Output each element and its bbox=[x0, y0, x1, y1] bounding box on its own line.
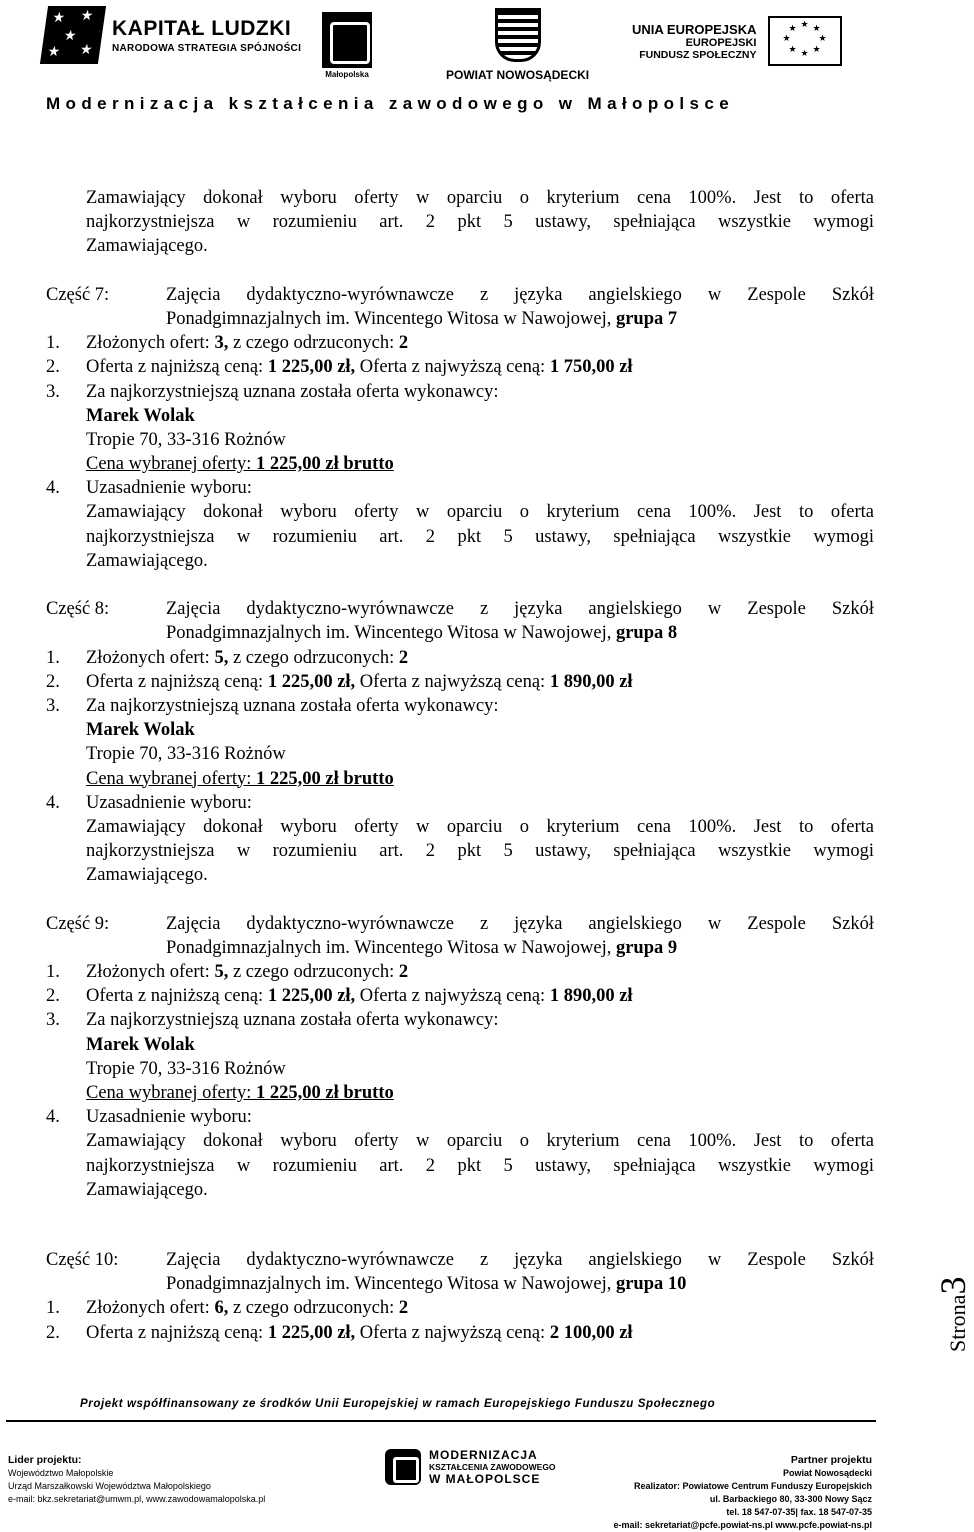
reason-line: najkorzystniejsza w rozumieniu art. 2 pkt 5 ustawy, spełniająca wszystkie wymogi bbox=[86, 1155, 874, 1176]
powiat-label: POWIAT NOWOSĄDECKI bbox=[446, 68, 590, 82]
reason-line: najkorzystniejsza w rozumieniu art. 2 pkt 5 ustawy, spełniająca wszystkie wymogi bbox=[86, 841, 874, 862]
malopolska-logo bbox=[322, 12, 372, 79]
leader-line: Urząd Marszałkowski Województwa Małopolskiego bbox=[8, 1481, 211, 1491]
winner-name: Marek Wolak bbox=[86, 1034, 195, 1055]
winner-name: Marek Wolak bbox=[86, 720, 195, 741]
reason-line: Zamawiającego. bbox=[86, 1179, 208, 1200]
part-label: Część 10: bbox=[46, 1250, 119, 1271]
part-title-line: Ponadgimnazjalnych im. Wincentego Witosa w Nawojowej, grupa 8 bbox=[166, 623, 678, 644]
reason-line: najkorzystniejsza w rozumieniu art. 2 pkt 5 ustawy, spełniająca wszystkie wymogi bbox=[86, 526, 874, 547]
part-section bbox=[46, 1248, 874, 1345]
part-title-line: Zajęcia dydaktyczno-wyrównawcze z języka angielskiego w Zespole Szkół bbox=[166, 1250, 874, 1271]
reason-line: Zamawiający dokonał wyboru oferty w oparciu o kryterium cena 100%. Jest to oferta bbox=[86, 816, 874, 837]
justification-line: najkorzystniejsza w rozumieniu art. 2 pkt 5 ustawy, spełniająca wszystkie wymogi bbox=[86, 212, 874, 233]
footer-project-leader bbox=[8, 1454, 265, 1506]
modernizacja-emblem-icon bbox=[385, 1449, 421, 1485]
eu-flag-icon: ★ ★ ★ ★ ★ ★ ★ ★ bbox=[768, 16, 842, 66]
winner-address: Tropie 70, 33-316 Rożnów bbox=[86, 1058, 286, 1079]
partner-line: Realizator: Powiatowe Centrum Funduszy Europejskich bbox=[633, 1481, 872, 1491]
reason-label-line: 4. Uzasadnienie wyboru: bbox=[46, 792, 252, 813]
selected-price: Cena wybranej oferty: 1 225,00 zł brutto bbox=[86, 1082, 394, 1103]
partner-heading: Partner projektu bbox=[790, 1454, 872, 1466]
selected-price: Cena wybranej oferty: 1 225,00 zł brutto bbox=[86, 768, 394, 789]
part-section bbox=[46, 283, 874, 573]
partner-line: ul. Barbackiego 80, 33-300 Nowy Sącz bbox=[709, 1494, 872, 1504]
partner-line: tel. 18 547-07-35| fax. 18 547-07-35 bbox=[726, 1507, 872, 1517]
footer-cofinancing-note: Projekt współfinansowany ze środków Unii Europejskiej w ramach Europejskiego Funduszu Społecznego bbox=[80, 1398, 716, 1410]
winner-name: Marek Wolak bbox=[86, 405, 195, 426]
kapital-ludzki-logo bbox=[44, 6, 301, 64]
offers-count-line: 1. Złożonych ofert: 3, z czego odrzuconych: 2 bbox=[46, 333, 409, 354]
malopolska-label: Małopolska bbox=[325, 70, 369, 79]
eu-fund-label-1: EUROPEJSKI bbox=[685, 36, 757, 49]
document-body bbox=[46, 186, 874, 1345]
price-range-line: 2. Oferta z najniższą ceną: 1 225,00 zł, Oferta z najwyższą ceną: 1 890,00 zł bbox=[46, 986, 633, 1007]
winner-label-line: 3. Za najkorzystniejszą uznana została oferta wykonawcy: bbox=[46, 381, 499, 402]
part-title-line: Zajęcia dydaktyczno-wyrównawcze z języka angielskiego w Zespole Szkół bbox=[166, 913, 874, 934]
footer-modernizacja-logo: MODERNIZACJA KSZTAŁCENIA ZAWODOWEGO W MAŁOPOLSCE bbox=[385, 1448, 556, 1486]
part-label: Część 8: bbox=[46, 599, 110, 620]
reason-label-line: 4. Uzasadnienie wyboru: bbox=[46, 1107, 252, 1128]
part-title-line: Ponadgimnazjalnych im. Wincentego Witosa w Nawojowej, grupa 9 bbox=[166, 937, 678, 958]
selected-price: Cena wybranej oferty: 1 225,00 zł brutto bbox=[86, 454, 394, 475]
eu-label: UNIA EUROPEJSKA bbox=[632, 21, 757, 37]
justification-line: Zamawiającego. bbox=[86, 236, 208, 257]
eu-logo bbox=[632, 16, 842, 66]
part-title-line: Ponadgimnazjalnych im. Wincentego Witosa w Nawojowej, grupa 10 bbox=[166, 1274, 687, 1295]
project-title: Modernizacja kształcenia zawodowego w Małopolsce bbox=[46, 94, 735, 113]
justification-line: Zamawiający dokonał wyboru oferty w oparciu o kryterium cena 100%. Jest to oferta bbox=[86, 188, 874, 208]
reason-line: Zamawiającego. bbox=[86, 865, 208, 886]
kapital-ludzki-emblem-icon: ★ ★ ★ ★ ★ bbox=[40, 6, 106, 64]
price-range-line: 2. Oferta z najniższą ceną: 1 225,00 zł, Oferta z najwyższą ceną: 1 750,00 zł bbox=[46, 357, 633, 378]
kapital-ludzki-title: KAPITAŁ LUDZKI bbox=[112, 16, 292, 40]
malopolska-emblem-icon bbox=[322, 12, 372, 68]
reason-line: Zamawiający dokonał wyboru oferty w oparciu o kryterium cena 100%. Jest to oferta bbox=[86, 1131, 874, 1152]
leader-line: Województwo Małopolskie bbox=[8, 1468, 114, 1478]
eu-fund-label-2: FUNDUSZ SPOŁECZNY bbox=[639, 48, 757, 61]
reason-label-line: 4. Uzasadnienie wyboru: bbox=[46, 478, 252, 499]
part-title-line: Zajęcia dydaktyczno-wyrównawcze z języka angielskiego w Zespole Szkół bbox=[166, 284, 874, 305]
leader-heading: Lider projektu: bbox=[8, 1454, 82, 1466]
reason-line: Zamawiający dokonał wyboru oferty w oparciu o kryterium cena 100%. Jest to oferta bbox=[86, 502, 874, 523]
part-section bbox=[46, 597, 874, 887]
winner-label-line: 3. Za najkorzystniejszą uznana została oferta wykonawcy: bbox=[46, 695, 499, 716]
partner-contact: e-mail: sekretariat@pcfe.powiat-ns.pl www.pcfe.powiat-ns.pl bbox=[613, 1520, 872, 1530]
price-range-line: 2. Oferta z najniższą ceną: 1 225,00 zł, Oferta z najwyższą ceną: 1 890,00 zł bbox=[46, 671, 633, 692]
document-header bbox=[0, 0, 960, 130]
winner-address: Tropie 70, 33-316 Rożnów bbox=[86, 429, 286, 450]
leader-contact: e-mail: bkz.sekretariat@umwm.pl, www.zawodowamalopolska.pl bbox=[8, 1494, 266, 1504]
footer-project-partner bbox=[614, 1454, 873, 1532]
top-justification bbox=[46, 186, 874, 259]
footer-divider bbox=[6, 1420, 876, 1422]
reason-line: Zamawiającego. bbox=[86, 550, 208, 571]
group-label: grupa 7 bbox=[615, 308, 678, 329]
offers-count-line: 1. Złożonych ofert: 5, z czego odrzuconych: 2 bbox=[46, 962, 409, 982]
part-label: Część 9: bbox=[46, 913, 110, 934]
kapital-ludzki-subtitle: NARODOWA STRATEGIA SPÓJNOŚCI bbox=[112, 42, 302, 54]
group-label: grupa 8 bbox=[615, 623, 678, 644]
page-number: Strona3 bbox=[933, 1276, 973, 1352]
part-title-line: Zajęcia dydaktyczno-wyrównawcze z języka angielskiego w Zespole Szkół bbox=[166, 599, 874, 620]
powiat-nowosadecki-logo bbox=[446, 8, 589, 82]
group-label: grupa 9 bbox=[615, 937, 678, 958]
partner-line: Powiat Nowosądecki bbox=[782, 1468, 872, 1478]
offers-count-line: 1. Złożonych ofert: 6, z czego odrzuconych: 2 bbox=[46, 1298, 409, 1319]
group-label: grupa 10 bbox=[615, 1274, 687, 1295]
offers-count-line: 1. Złożonych ofert: 5, z czego odrzuconych: 2 bbox=[46, 647, 409, 668]
coat-of-arms-icon bbox=[495, 8, 541, 62]
part-label: Część 7: bbox=[46, 284, 110, 305]
winner-address: Tropie 70, 33-316 Rożnów bbox=[86, 744, 286, 765]
price-range-line: 2. Oferta z najniższą ceną: 1 225,00 zł, Oferta z najwyższą ceną: 2 100,00 zł bbox=[46, 1322, 633, 1343]
part-title-line: Ponadgimnazjalnych im. Wincentego Witosa w Nawojowej, grupa 7 bbox=[166, 308, 678, 329]
part-section bbox=[46, 912, 874, 1202]
winner-label-line: 3. Za najkorzystniejszą uznana została oferta wykonawcy: bbox=[46, 1010, 499, 1031]
